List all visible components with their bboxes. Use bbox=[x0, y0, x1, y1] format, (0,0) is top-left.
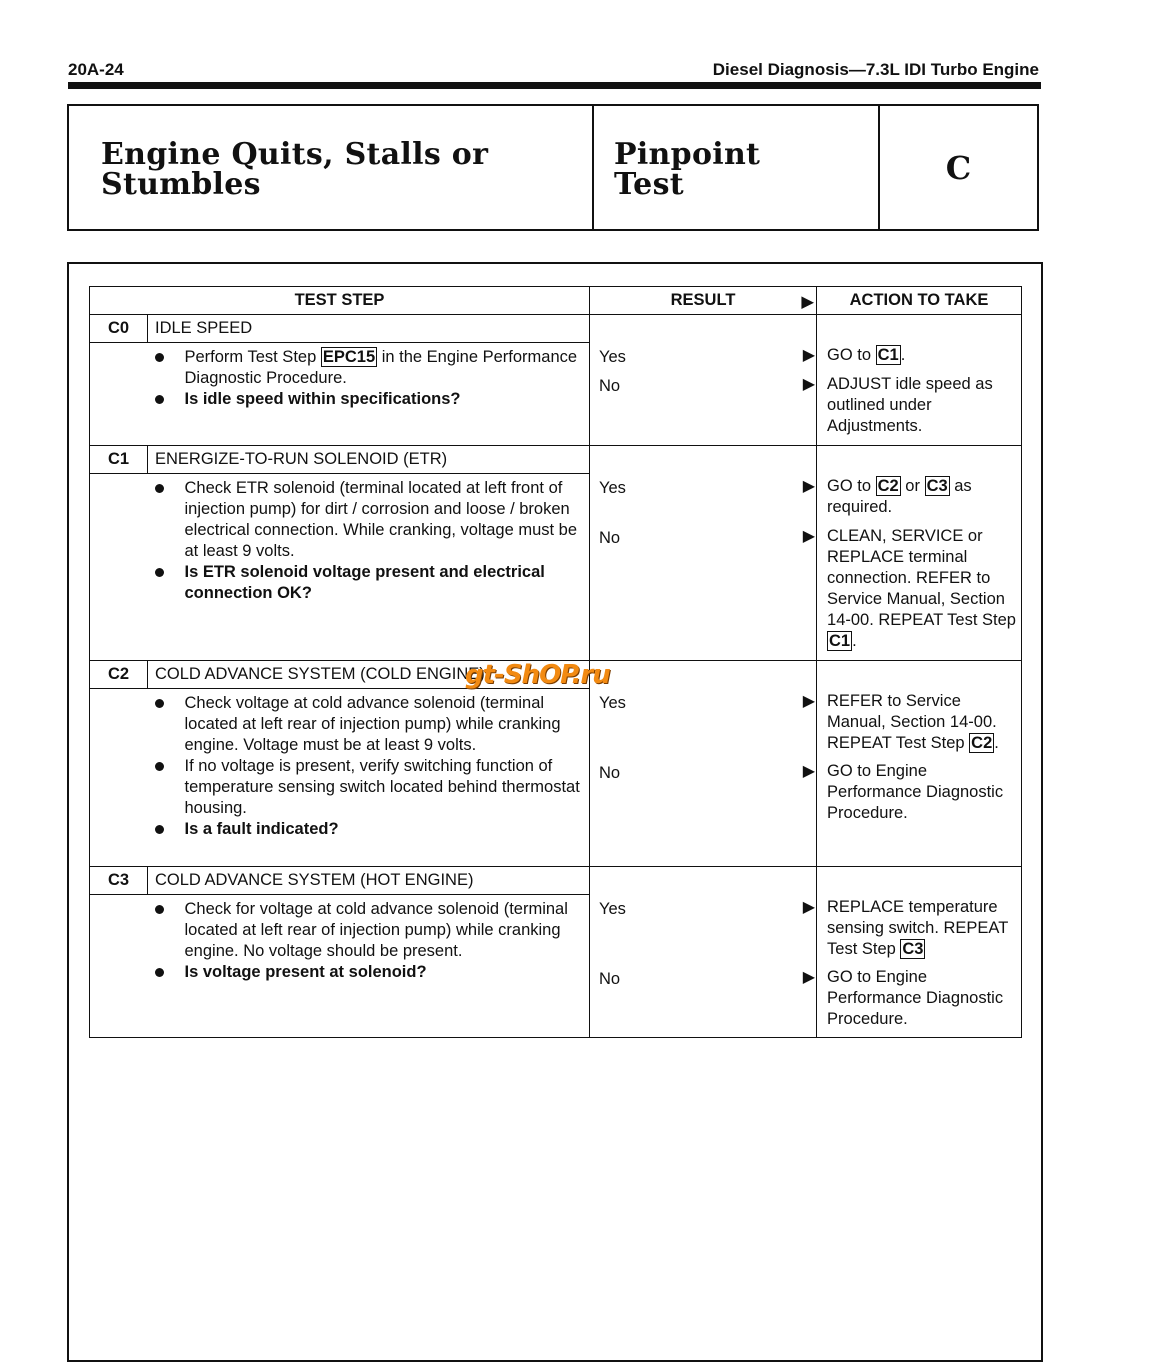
result-no: No bbox=[599, 764, 621, 782]
spacer bbox=[90, 895, 148, 1038]
title-cell bbox=[69, 106, 594, 229]
action-cell bbox=[817, 867, 1022, 1038]
step-code: C0 bbox=[90, 315, 148, 343]
action-no: GO to Engine Performance Diagnostic Procedure. bbox=[827, 762, 1004, 822]
section-title: Diesel Diagnosis—7.3L IDI Turbo Engine bbox=[712, 60, 1039, 79]
arrow-icon: ▶ bbox=[802, 969, 816, 986]
step-ref-box: C3 bbox=[926, 477, 948, 495]
list-item: Perform Test Step EPC15 in the Engine Performance Diagnostic Procedure. bbox=[148, 347, 586, 389]
col-action: ACTION TO TAKE bbox=[817, 287, 1022, 315]
title-line-2: Stumbles bbox=[101, 167, 261, 202]
watermark-logo: gt-ShOP.ru bbox=[465, 660, 610, 690]
list-item: Is a fault indicated? bbox=[148, 819, 586, 840]
result-yes: Yes bbox=[599, 348, 626, 366]
arrow-icon: ▶ bbox=[801, 293, 815, 311]
action-no: CLEAN, SERVICE or REPLACE terminal connection. REFER to Service Manual, Section 14-00. REPEAT Test Step C1 . bbox=[827, 527, 1016, 650]
table-row bbox=[90, 446, 1022, 474]
arrow-icon: ▶ bbox=[802, 899, 816, 916]
col-result bbox=[590, 287, 817, 315]
action-yes: GO to C1 . bbox=[827, 346, 906, 364]
arrow-icon: ▶ bbox=[802, 376, 816, 393]
step-name: IDLE SPEED bbox=[148, 315, 590, 343]
test-letter-cell bbox=[880, 106, 1037, 229]
arrow-icon: ▶ bbox=[802, 763, 816, 780]
arrow-icon: ▶ bbox=[802, 347, 816, 364]
result-cell bbox=[590, 867, 817, 1038]
step-ref-box: C3 bbox=[902, 940, 924, 958]
pinpoint-line-2: Test bbox=[614, 167, 684, 202]
result-no: No bbox=[599, 529, 621, 547]
step-body bbox=[148, 689, 590, 867]
action-yes: REFER to Service Manual, Section 14-00. REPEAT Test Step C2 . bbox=[827, 692, 999, 752]
step-code: C2 bbox=[90, 661, 148, 689]
spacer bbox=[90, 343, 148, 446]
list-item: If no voltage is present, verify switching function of temperature sensing switch located behind thermostat housing. bbox=[148, 756, 586, 819]
list-item: Is ETR solenoid voltage present and electrical connection OK? bbox=[148, 562, 586, 604]
header-rule bbox=[68, 82, 1041, 89]
step-ref-box: C2 bbox=[877, 477, 899, 495]
result-cell bbox=[590, 446, 817, 661]
action-cell bbox=[817, 446, 1022, 661]
test-letter: C bbox=[945, 148, 972, 187]
step-code: C3 bbox=[90, 867, 148, 895]
step-body bbox=[148, 895, 590, 1038]
pinpoint-line-1: Pinpoint bbox=[614, 137, 761, 172]
step-ref-box: C2 bbox=[971, 734, 993, 752]
action-yes: REPLACE temperature sensing switch. REPEAT Test Step C3 bbox=[827, 898, 1008, 958]
title-line-1: Engine Quits, Stalls or bbox=[101, 137, 489, 172]
spacer bbox=[90, 689, 148, 867]
spacer bbox=[90, 474, 148, 661]
action-cell bbox=[817, 661, 1022, 867]
step-ref-box: C1 bbox=[877, 346, 899, 364]
table-row bbox=[90, 867, 1022, 895]
action-no: ADJUST idle speed as outlined under Adjustments. bbox=[827, 375, 993, 435]
action-cell bbox=[817, 315, 1022, 446]
page-number: 20A-24 bbox=[68, 60, 124, 79]
list-item: Check ETR solenoid (terminal located at left front of injection pump) for dirt / corrosion and loose / broken electrical connection. While cranking, voltage must be at least 9 volts. bbox=[148, 478, 586, 562]
step-name: COLD ADVANCE SYSTEM (COLD ENGINE) bbox=[148, 661, 590, 689]
col-test-step: TEST STEP bbox=[90, 287, 590, 315]
list-item: Check for voltage at cold advance solenoid (terminal located at left rear of injection pump) while cranking engine. No voltage should be present. bbox=[148, 899, 586, 962]
table-row bbox=[90, 315, 1022, 343]
result-yes: Yes bbox=[599, 694, 626, 712]
step-name: COLD ADVANCE SYSTEM (HOT ENGINE) bbox=[148, 867, 590, 895]
result-no: No bbox=[599, 377, 621, 395]
step-name: ENERGIZE-TO-RUN SOLENOID (ETR) bbox=[148, 446, 590, 474]
list-item: Is idle speed within specifications? bbox=[148, 389, 586, 410]
list-item: Check voltage at cold advance solenoid (terminal located at left rear of injection pump) while cranking engine. Voltage must be at least 9 volts. bbox=[148, 693, 586, 756]
result-yes: Yes bbox=[599, 479, 626, 497]
pinpoint-cell bbox=[594, 106, 880, 229]
result-cell bbox=[590, 661, 817, 867]
result-cell bbox=[590, 315, 817, 446]
action-no: GO to Engine Performance Diagnostic Procedure. bbox=[827, 968, 1004, 1028]
result-no: No bbox=[599, 970, 621, 988]
result-yes: Yes bbox=[599, 900, 626, 918]
step-code: C1 bbox=[90, 446, 148, 474]
title-box bbox=[67, 104, 1039, 231]
col-result-label: RESULT bbox=[670, 291, 736, 309]
arrow-icon: ▶ bbox=[802, 528, 816, 545]
action-yes: GO to C2 or C3 as required. bbox=[827, 477, 972, 516]
arrow-icon: ▶ bbox=[802, 478, 816, 495]
list-item: Is voltage present at solenoid? bbox=[148, 962, 586, 983]
step-ref-box: C1 bbox=[829, 632, 851, 650]
step-body bbox=[148, 474, 590, 661]
arrow-icon: ▶ bbox=[802, 693, 816, 710]
step-ref-box: EPC15 bbox=[322, 348, 376, 366]
table-header-row bbox=[90, 287, 1022, 315]
step-body bbox=[148, 343, 590, 446]
